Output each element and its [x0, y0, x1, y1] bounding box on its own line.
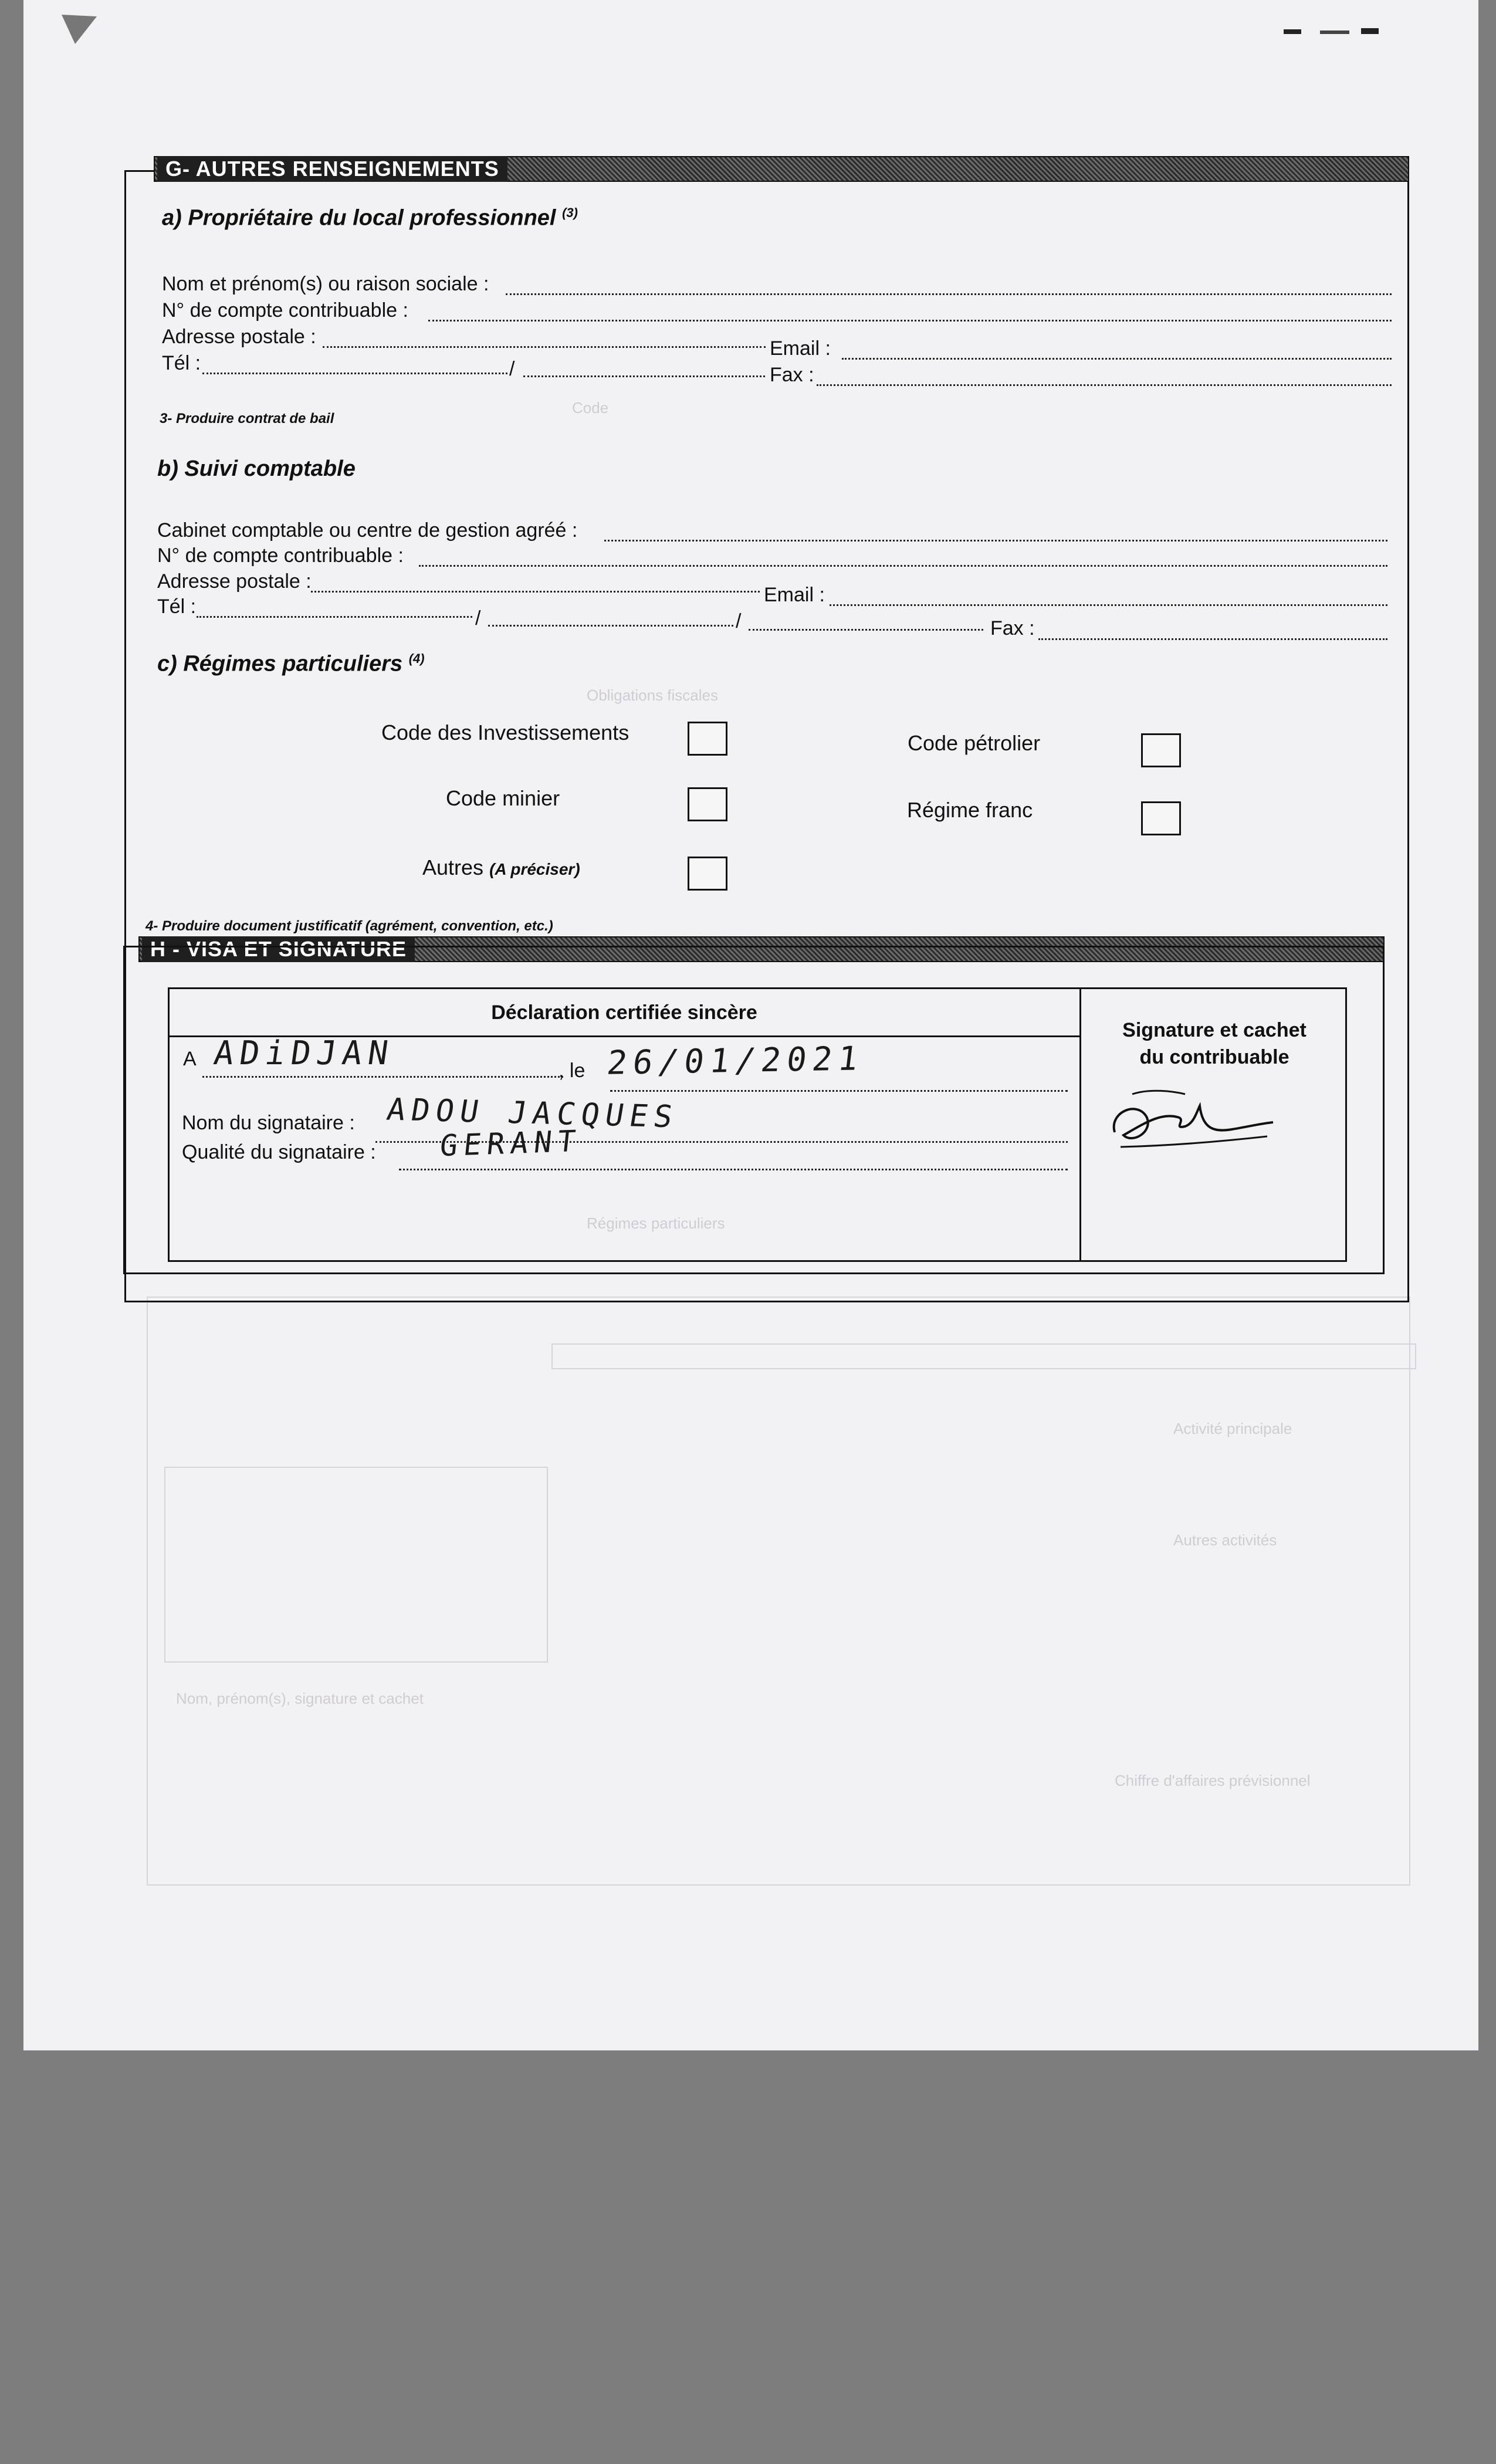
owner-name-field[interactable]: [506, 293, 1392, 295]
date-field[interactable]: [610, 1090, 1068, 1092]
declaration-title: Déclaration certifiée sincère: [491, 1001, 757, 1024]
signature-title-line2: du contribuable: [1139, 1046, 1289, 1068]
accounting-email-field[interactable]: [830, 604, 1387, 606]
accounting-ncc-field[interactable]: [419, 565, 1387, 567]
scan-background: [0, 2074, 1496, 2464]
bleed-through-text: Nom, prénom(s), signature et cachet: [176, 1690, 424, 1707]
accounting-tel-label: Tél :: [157, 595, 197, 618]
handwritten-place: ADiDJAN: [211, 1034, 397, 1072]
accounting-tel-field-2[interactable]: [488, 625, 733, 627]
regime-franc-checkbox[interactable]: [1141, 801, 1181, 835]
place-field[interactable]: [202, 1076, 563, 1078]
owner-name-label: Nom et prénom(s) ou raison sociale :: [162, 273, 489, 295]
bleed-through-text: Chiffre d'affaires prévisionnel: [1115, 1772, 1311, 1789]
taxpayer-signature: [1097, 1077, 1285, 1165]
date-label: , le: [559, 1060, 585, 1082]
accounting-tel-separator-1: /: [475, 607, 481, 629]
owner-ncc-label: N° de compte contribuable :: [162, 299, 408, 321]
owner-tel-field-1[interactable]: [202, 373, 507, 374]
accounting-tel-separator-2: /: [736, 610, 742, 632]
regime-minier-label: Code minier: [446, 786, 560, 810]
regime-investissements-checkbox[interactable]: [688, 722, 727, 756]
cabinet-field[interactable]: [604, 540, 1387, 541]
scan-corner-mark: [59, 12, 100, 47]
regime-minier-checkbox[interactable]: [688, 787, 727, 821]
owner-ncc-field[interactable]: [428, 320, 1392, 321]
bleed-through-text: Code: [572, 399, 609, 417]
bleed-through-text: Autres activités: [1173, 1531, 1277, 1549]
owner-tel-label: Tél :: [162, 352, 201, 374]
regime-autres-checkbox[interactable]: [688, 857, 727, 891]
section-g-header: [154, 156, 1409, 182]
accounting-subtitle: b) Suivi comptable: [157, 456, 356, 481]
accounting-fax-label: Fax :: [990, 617, 1035, 639]
section-g-title: G- AUTRES RENSEIGNEMENTS: [157, 156, 507, 182]
handwritten-signatory-name: ADOU JACQUES: [384, 1092, 681, 1135]
accounting-ncc-label: N° de compte contribuable :: [157, 544, 404, 567]
accounting-address-field[interactable]: [311, 591, 760, 593]
accounting-tel-field-1[interactable]: [197, 616, 472, 618]
regimes-subtitle: c) Régimes particuliers $^{(4)}$: [157, 651, 425, 676]
regime-autres-label: Autres (A préciser): [422, 855, 580, 879]
section-h-title: H - VISA ET SIGNATURE: [142, 936, 415, 962]
signatory-role-label: Qualité du signataire :: [182, 1141, 376, 1163]
cabinet-label: Cabinet comptable ou centre de gestion agréé :: [157, 519, 578, 541]
bleed-through-text: Obligations fiscales: [587, 686, 718, 704]
signatory-role-field[interactable]: [399, 1169, 1068, 1170]
note-4: 4- Produire document justificatif (agrément, convention, etc.): [145, 918, 553, 934]
owner-address-label: Adresse postale :: [162, 326, 316, 348]
accounting-tel-field-3[interactable]: [749, 629, 983, 631]
accounting-address-label: Adresse postale :: [157, 570, 312, 593]
owner-tel-separator: /: [509, 358, 515, 380]
signatory-name-label: Nom du signataire :: [182, 1112, 355, 1134]
handwritten-signatory-role: GERANT: [438, 1123, 583, 1163]
owner-address-field[interactable]: [323, 346, 766, 348]
bleed-through-text: Activité principale: [1173, 1420, 1292, 1437]
owner-email-label: Email :: [770, 337, 831, 360]
regime-investissements-label: Code des Investissements: [381, 720, 629, 744]
bleed-through-text: Régimes particuliers: [587, 1214, 725, 1232]
declaration-divider: [1079, 987, 1081, 1262]
owner-fax-field[interactable]: [817, 384, 1392, 386]
owner-fax-label: Fax :: [770, 364, 814, 386]
owner-tel-field-2[interactable]: [523, 375, 765, 377]
regime-petrolier-label: Code pétrolier: [908, 731, 1041, 755]
note-3: 3- Produire contrat de bail: [160, 411, 334, 427]
accounting-email-label: Email :: [764, 584, 825, 606]
place-label: A: [183, 1048, 197, 1070]
scan-edge-mark: [1279, 23, 1385, 41]
signature-title-line1: Signature et cachet: [1122, 1019, 1307, 1041]
bleed-through-frame: [147, 1297, 1410, 1886]
owner-subtitle: a) Propriétaire du local professionnel $^{(3)}$: [162, 205, 578, 231]
regime-petrolier-checkbox[interactable]: [1141, 733, 1181, 767]
handwritten-date: 26/01/2021: [605, 1040, 867, 1082]
regime-franc-label: Régime franc: [907, 798, 1033, 822]
accounting-fax-field[interactable]: [1038, 638, 1387, 640]
owner-email-field[interactable]: [842, 358, 1392, 360]
